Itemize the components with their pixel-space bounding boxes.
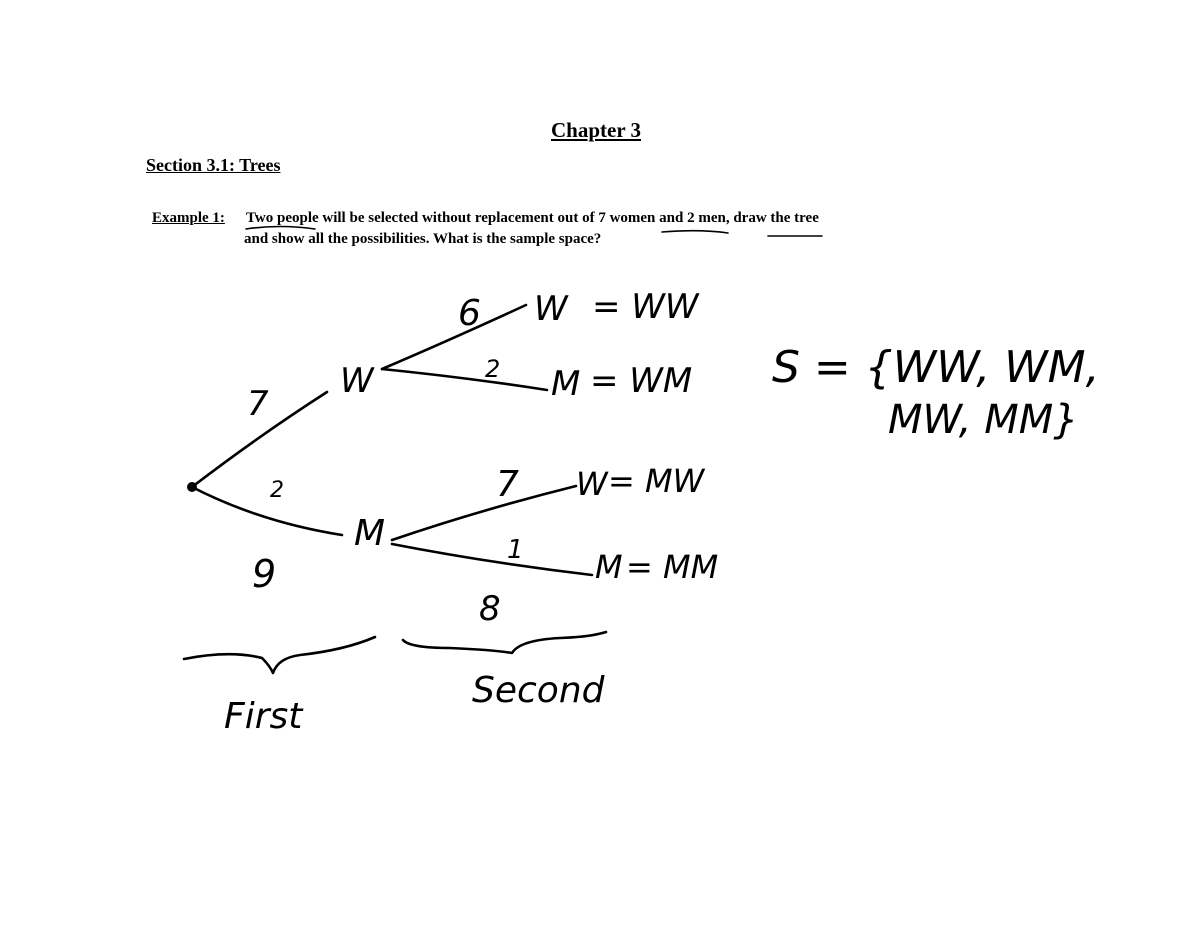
underline-two-people — [246, 227, 315, 230]
label-m-to-m: 1 — [507, 535, 524, 565]
label-first-w: 7 — [247, 384, 269, 424]
example-label: Example 1: — [152, 210, 225, 226]
branch-root-to-m — [192, 487, 342, 535]
node-first-m: M — [354, 513, 386, 554]
branch-w-to-m — [382, 369, 547, 390]
label-first-m: 2 — [270, 478, 284, 503]
stage-label-first: First — [224, 696, 303, 737]
node-first-w: W — [340, 361, 374, 401]
stage-label-second: Second — [472, 670, 605, 711]
node-second-mm: M — [595, 548, 623, 586]
outcome-mw: = MW — [608, 462, 705, 500]
example-text-line-2: and show all the possibilities. What is the sample space? — [244, 231, 602, 247]
brace-first — [184, 637, 375, 673]
label-w-to-m: 2 — [485, 355, 501, 383]
node-second-mw: W — [576, 465, 608, 503]
node-second-wm: M — [551, 364, 581, 404]
example-text-line-1: Two people will be selected without replacement out of 7 women and 2 men, draw the tree — [246, 210, 819, 226]
chapter-title: Chapter 3 — [551, 118, 642, 142]
outcome-ww: = WW — [592, 287, 699, 327]
branch-m-to-m — [392, 544, 592, 575]
node-second-ww: W — [534, 289, 568, 329]
underline-7-women — [662, 231, 728, 233]
outcome-mm: = MM — [626, 548, 719, 586]
label-m-to-w: 7 — [496, 464, 519, 505]
sample-space-line-2: MW, MM} — [888, 397, 1079, 443]
label-second-total: 8 — [479, 589, 501, 629]
label-first-total: 9 — [252, 552, 277, 596]
branch-w-to-w — [382, 305, 526, 369]
brace-second — [403, 632, 606, 653]
section-title: Section 3.1: Trees — [146, 155, 281, 175]
branch-m-to-w — [392, 486, 576, 540]
label-w-to-w: 6 — [458, 293, 481, 334]
sample-space-line-1: S = {WW, WM, — [772, 342, 1100, 393]
outcome-wm: = WM — [590, 361, 693, 401]
